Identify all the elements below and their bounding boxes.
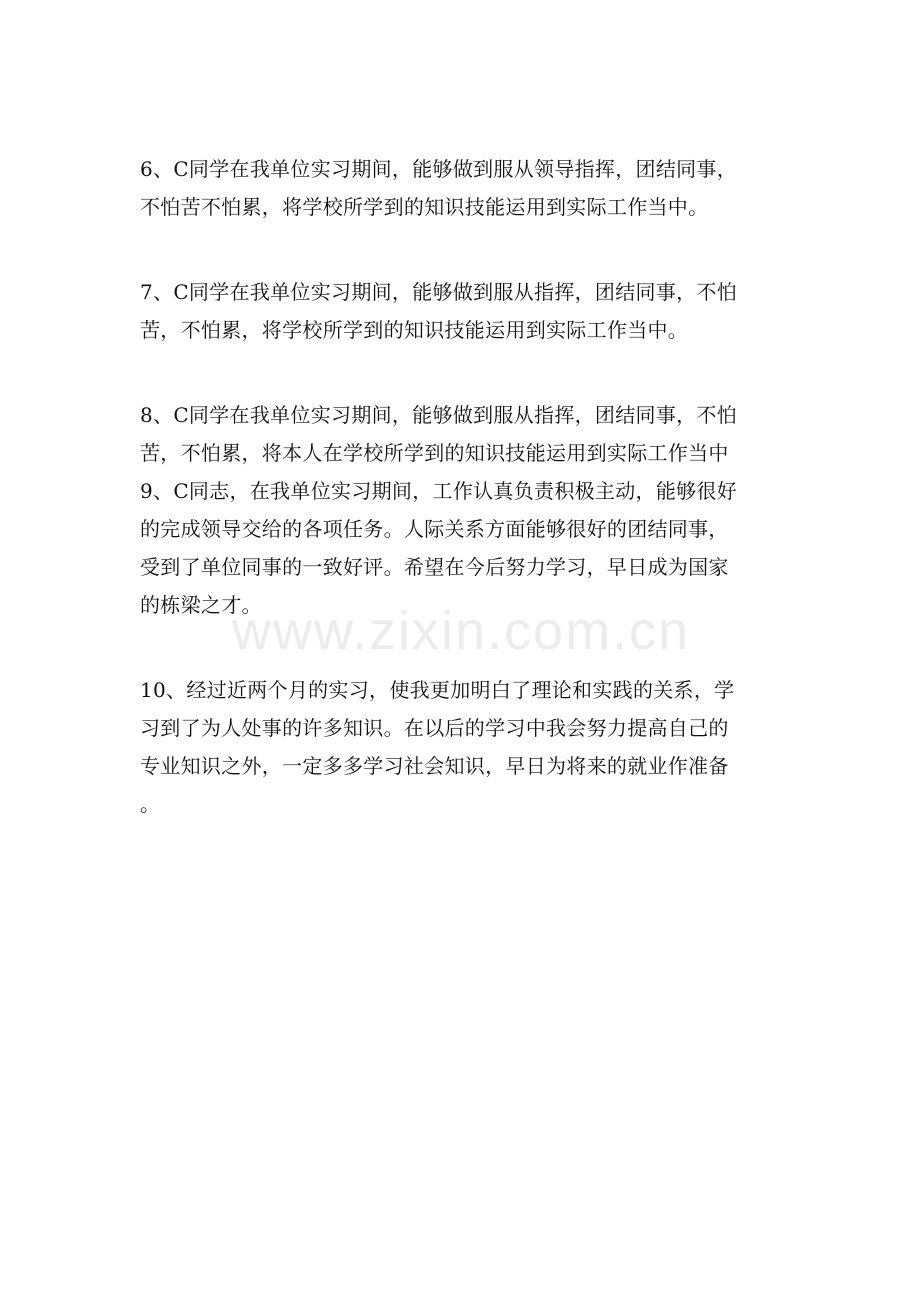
paragraph-line: 苦，不怕累，将本人在学校所学到的知识技能运用到实际工作当中 — [140, 441, 729, 465]
paragraph-line: 6、C同学在我单位实习期间，能够做到服从领导指挥，团结同事， — [140, 157, 738, 181]
paragraph-line: 受到了单位同事的一致好评。希望在今后努力学习，早日成为国家 — [140, 555, 729, 579]
paragraph-line: 苦，不怕累，将学校所学到的知识技能运用到实际工作当中。 — [140, 318, 689, 342]
paragraph-line: 的栋梁之才。 — [140, 593, 262, 617]
watermark-text: www.zixin.com.cn — [232, 601, 691, 661]
paragraph-10 — [140, 671, 780, 823]
paragraph-line: 8、C同学在我单位实习期间，能够做到服从指挥，团结同事，不怕 — [140, 403, 738, 427]
paragraph-line: 。 — [140, 792, 161, 816]
paragraph-8-9 — [140, 396, 780, 624]
paragraph-line: 9、C同志，在我单位实习期间，工作认真负责积极主动，能够很好 — [140, 479, 738, 503]
paragraph-line: 7、C同学在我单位实习期间，能够做到服从指挥，团结同事，不怕 — [140, 280, 738, 304]
paragraph-6 — [140, 150, 780, 226]
paragraph-7 — [140, 273, 780, 349]
paragraph-line: 习到了为人处事的许多知识。在以后的学习中我会努力提高自己的 — [140, 716, 729, 740]
paragraph-line: 10、经过近两个月的实习，使我更加明白了理论和实践的关系，学 — [140, 678, 735, 702]
paragraph-line: 专业知识之外，一定多多学习社会知识，早日为将来的就业作准备 — [140, 754, 729, 778]
paragraph-line: 的完成领导交给的各项任务。人际关系方面能够很好的团结同事， — [140, 517, 729, 541]
paragraph-line: 不怕苦不怕累，将学校所学到的知识技能运用到实际工作当中。 — [140, 195, 709, 219]
document-body — [140, 150, 780, 870]
